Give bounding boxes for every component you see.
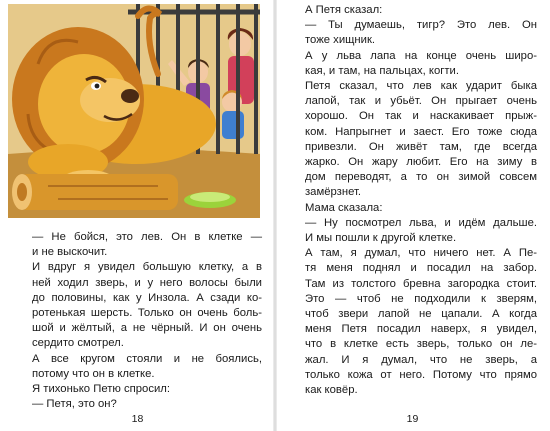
text-line: до половины, как у Инзола. А сзади ко-	[32, 291, 262, 304]
text-line: замёрзнет.	[305, 186, 362, 199]
text-line: жал. И я думал, что не зверь, а	[305, 353, 537, 366]
paragraph	[291, 201, 537, 216]
text-line: А все кругом стояли и не боялись,	[32, 352, 262, 365]
page-number: 18	[131, 413, 144, 425]
right-page	[275, 0, 550, 431]
text-line: И мы пошли к другой клетке.	[305, 232, 457, 245]
text-line: — Петя, это он?	[32, 398, 117, 411]
paragraph	[18, 397, 262, 412]
text-line: и не выскочит.	[32, 246, 108, 259]
paragraph	[291, 3, 537, 18]
text-line: ней ходил зверь, и у него волосы были	[32, 276, 262, 289]
text-line: лапой, так и убьёт. Он прыгает очень	[305, 95, 537, 108]
text-line: меня Петя посадил наверх, я увидел,	[305, 323, 537, 336]
lion-in-cage-illustration	[8, 4, 260, 218]
paragraph	[18, 230, 262, 260]
text-line: только кожа от него. Потому что прямо	[305, 368, 537, 381]
text-line: Петя сказал, что лев как ударит быка	[305, 80, 537, 93]
paragraph	[291, 246, 537, 398]
paragraph	[18, 382, 262, 397]
paragraph	[291, 216, 537, 246]
paragraph	[291, 49, 537, 79]
text-line: жарко. Он жару любит. Его на зиму в	[305, 156, 537, 169]
text-line: ротенькая шерсть. Только он очень боль-	[32, 307, 262, 320]
text-line: как ковёр.	[305, 384, 358, 397]
right-page-text	[291, 3, 537, 398]
text-line: Это — чтоб не подходили к зверям,	[305, 292, 537, 305]
text-line: А у льва лапа на конце очень широ-	[305, 49, 537, 62]
text-line: — Не бойся, это лев. Он в клетке —	[32, 231, 262, 243]
text-line: тя меня поднял и посадил на забор.	[305, 262, 537, 275]
text-line: — Ну посмотрел льва, и идём дальше.	[305, 216, 537, 229]
text-line: что в клетке есть зверь, только он ле-	[305, 338, 537, 351]
text-line: привезли. Он живёт там, где всегда	[305, 140, 537, 153]
text-line: Там из толстого бревна загородка стоит.	[305, 277, 537, 290]
text-line: И вдруг я увидел большую клетку, а в	[32, 261, 262, 274]
text-line: чтоб звери лапой не цапали. А когда	[305, 308, 537, 321]
text-line: А Петя сказал:	[305, 4, 383, 16]
paragraph	[18, 260, 262, 351]
text-line: тоже хищник.	[305, 34, 376, 47]
text-line: Мама сказала:	[305, 201, 383, 214]
text-line: сердито смотрел.	[32, 337, 124, 350]
log-icon	[12, 174, 178, 210]
text-line: хорошо. Он так и наскакивает прыж-	[305, 110, 537, 123]
text-line: А там, я думал, что ничего нет. А Пе-	[305, 247, 537, 260]
text-line: — Ты думаешь, тигр? Это лев. Он	[305, 19, 537, 32]
paragraph	[291, 18, 537, 48]
text-line: Я тихонько Петю спросил:	[32, 383, 171, 396]
text-line: потому что он в клетке.	[32, 367, 155, 380]
left-page-text	[18, 230, 262, 412]
text-line: кая, и там, на пальцах, когти.	[305, 64, 460, 77]
text-line: ком. Напрыгнет и заест. Его тоже сюда	[305, 125, 537, 138]
paragraph	[18, 352, 262, 382]
paragraph	[291, 79, 537, 201]
bowl-icon	[184, 192, 236, 208]
text-line: шой и жёлтый, а не чёрный. И он очень	[32, 322, 262, 335]
page-number: 19	[406, 413, 419, 425]
text-line: дом переводят, а то он зимой совсем	[305, 171, 537, 184]
